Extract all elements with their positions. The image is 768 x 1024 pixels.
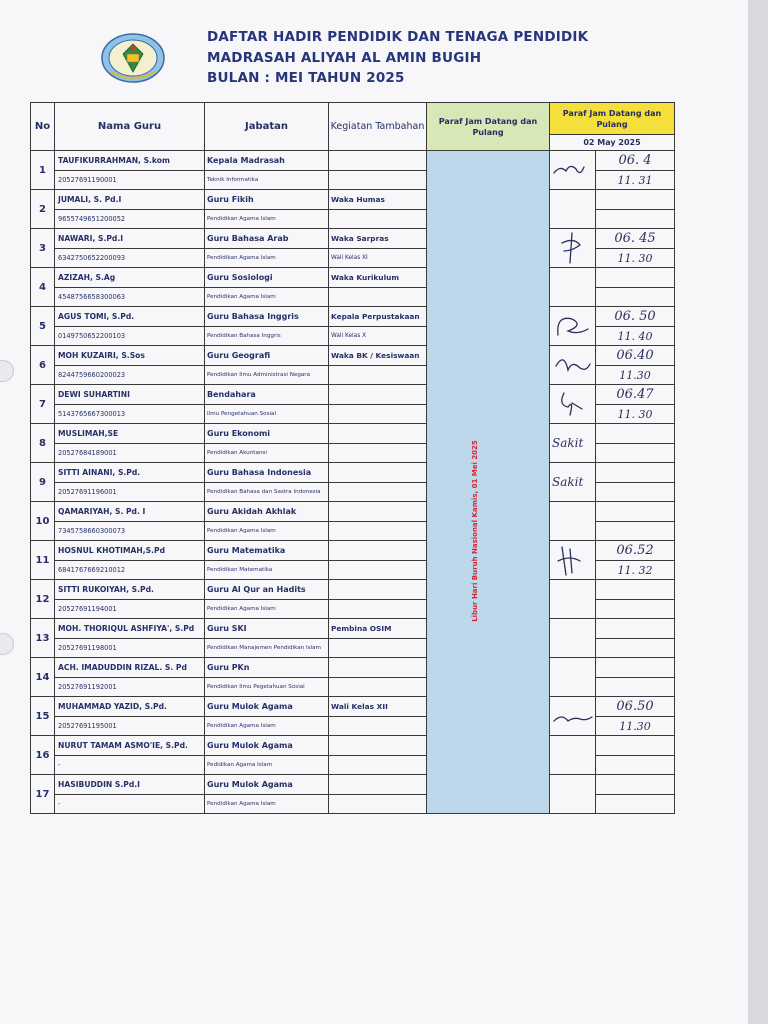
field-of-study: Ilmu Pengetahuan Sosial xyxy=(205,405,329,424)
arrival-time: 06.52 xyxy=(596,541,675,561)
arrival-time: 06. 50 xyxy=(596,307,675,327)
additional-duty xyxy=(329,385,427,405)
position: Guru Bahasa Arab xyxy=(205,229,329,249)
field-of-study: Pendidikan Agama Islam xyxy=(205,210,329,229)
position: Guru Sosiologi xyxy=(205,268,329,288)
employee-id: - xyxy=(55,756,205,775)
departure-time xyxy=(596,444,675,463)
period-label: BULAN : MEI TAHUN 2025 xyxy=(207,70,405,86)
employee-id: 8244759660200023 xyxy=(55,366,205,385)
arrival-time: 06.50 xyxy=(596,697,675,717)
departure-time xyxy=(596,600,675,619)
field-of-study: Pendidikan Ilmu Pegetahuan Sosial xyxy=(205,678,329,697)
departure-time: 11.30 xyxy=(596,366,675,385)
additional-duty: Wali Kelas XII xyxy=(329,697,427,717)
additional-duty-2: Wali Kelas XI xyxy=(329,249,427,268)
table-row xyxy=(31,736,675,756)
teacher-name: MOH. THORIQUL ASHFIYA', S.Pd xyxy=(55,619,205,639)
position: Guru Mulok Agama xyxy=(205,697,329,717)
departure-time: 11. 31 xyxy=(596,171,675,190)
arrival-time xyxy=(596,268,675,288)
arrival-time xyxy=(596,502,675,522)
teacher-name: ACH. IMADUDDIN RIZAL. S. Pd xyxy=(55,658,205,678)
departure-time xyxy=(596,483,675,502)
signature-cell xyxy=(550,580,596,619)
signature-cell xyxy=(550,463,596,502)
arrival-time xyxy=(596,775,675,795)
arrival-time xyxy=(596,424,675,444)
field-of-study: Pendidikan Manajemen Pendidikan Islam xyxy=(205,639,329,658)
row-number: 13 xyxy=(31,619,55,658)
employee-id: 20527691190001 xyxy=(55,171,205,190)
table-row xyxy=(31,385,675,405)
table-row xyxy=(31,307,675,327)
signature-cell xyxy=(550,346,596,385)
arrival-time xyxy=(596,580,675,600)
additional-duty xyxy=(329,151,427,171)
field-of-study: Pendidikan Agama Islam xyxy=(205,249,329,268)
departure-time: 11. 32 xyxy=(596,561,675,580)
signature-icon xyxy=(550,697,595,735)
additional-duty-2 xyxy=(329,483,427,502)
row-number: 15 xyxy=(31,697,55,736)
absence-note: Sakit xyxy=(552,436,584,450)
position: Guru Matematika xyxy=(205,541,329,561)
signature-cell xyxy=(550,151,596,190)
position: Kepala Madrasah xyxy=(205,151,329,171)
additional-duty-2 xyxy=(329,210,427,229)
col-nama-header: Nama Guru xyxy=(55,103,205,151)
col-kegiatan-header: Kegiatan Tambahan xyxy=(329,103,427,151)
signature-icon xyxy=(550,229,595,267)
field-of-study: Pendidikan Bahasa dan Sastra Indonesia xyxy=(205,483,329,502)
teacher-name: SITTI AINANI, S.Pd. xyxy=(55,463,205,483)
row-number: 4 xyxy=(31,268,55,307)
row-number: 3 xyxy=(31,229,55,268)
additional-duty-2 xyxy=(329,171,427,190)
teacher-name: MOH KUZAIRI, S.Sos xyxy=(55,346,205,366)
document-title: DAFTAR HADIR PENDIDIK DAN TENAGA PENDIDIK xyxy=(207,29,589,45)
arrival-time: 06.40 xyxy=(596,346,675,366)
employee-id: 4548756658300063 xyxy=(55,288,205,307)
additional-duty: Pembina OSIM xyxy=(329,619,427,639)
field-of-study: Teknik Informatika xyxy=(205,171,329,190)
employee-id: 9655749651200052 xyxy=(55,210,205,229)
signature-cell xyxy=(550,190,596,229)
row-number: 1 xyxy=(31,151,55,190)
departure-time xyxy=(596,795,675,814)
teacher-name: SITTI RUKOIYAH, S.Pd. xyxy=(55,580,205,600)
col-paraf-02-header: Paraf Jam Datang dan Pulang xyxy=(550,103,675,135)
teacher-name: MUHAMMAD YAZID, S.Pd. xyxy=(55,697,205,717)
signature-cell xyxy=(550,424,596,463)
table-row xyxy=(31,619,675,639)
col-no-header: No xyxy=(31,103,55,151)
attendance-table xyxy=(30,102,675,814)
employee-id: 20527691198001 xyxy=(55,639,205,658)
position: Guru Al Qur an Hadits xyxy=(205,580,329,600)
arrival-time: 06. 4 xyxy=(596,151,675,171)
position: Guru Bahasa Indonesia xyxy=(205,463,329,483)
table-row xyxy=(31,658,675,678)
signature-cell xyxy=(550,307,596,346)
col-jabatan-header: Jabatan xyxy=(205,103,329,151)
field-of-study: Pendidikan Agama Islam xyxy=(205,522,329,541)
employee-id: 20527684189001 xyxy=(55,444,205,463)
school-name: MADRASAH ALIYAH AL AMIN BUGIH xyxy=(207,50,482,66)
school-logo-icon xyxy=(100,32,166,84)
additional-duty xyxy=(329,580,427,600)
teacher-name: JUMALI, S. Pd.I xyxy=(55,190,205,210)
arrival-time: 06. 45 xyxy=(596,229,675,249)
position: Guru Bahasa Inggris xyxy=(205,307,329,327)
teacher-name: QAMARIYAH, S. Pd. I xyxy=(55,502,205,522)
signature-icon xyxy=(550,541,595,579)
table-row xyxy=(31,697,675,717)
col-paraf-01-header: Paraf Jam Datang dan Pulang xyxy=(427,103,550,151)
row-number: 14 xyxy=(31,658,55,697)
additional-duty-2 xyxy=(329,444,427,463)
teacher-name: AZIZAH, S.Ag xyxy=(55,268,205,288)
position: Guru Akidah Akhlak xyxy=(205,502,329,522)
teacher-name: HASIBUDDIN S.Pd.I xyxy=(55,775,205,795)
additional-duty xyxy=(329,424,427,444)
arrival-time xyxy=(596,658,675,678)
additional-duty xyxy=(329,775,427,795)
additional-duty: Kepala Perpustakaan xyxy=(329,307,427,327)
arrival-time xyxy=(596,619,675,639)
departure-time xyxy=(596,639,675,658)
position: Guru Geografi xyxy=(205,346,329,366)
field-of-study: Pendidikan Matematika xyxy=(205,561,329,580)
additional-duty-2 xyxy=(329,678,427,697)
field-of-study: Pendidikan Agama Islam xyxy=(205,717,329,736)
signature-icon xyxy=(550,346,595,384)
table-row xyxy=(31,229,675,249)
position: Guru Mulok Agama xyxy=(205,736,329,756)
row-number: 16 xyxy=(31,736,55,775)
row-number: 7 xyxy=(31,385,55,424)
additional-duty xyxy=(329,658,427,678)
employee-id: 20527691194001 xyxy=(55,600,205,619)
table-row xyxy=(31,268,675,288)
departure-time xyxy=(596,288,675,307)
additional-duty-2: Wali Kelas X xyxy=(329,327,427,346)
signature-cell xyxy=(550,541,596,580)
row-number: 5 xyxy=(31,307,55,346)
row-number: 6 xyxy=(31,346,55,385)
row-number: 11 xyxy=(31,541,55,580)
signature-cell xyxy=(550,229,596,268)
employee-id: 7345758660300073 xyxy=(55,522,205,541)
additional-duty xyxy=(329,736,427,756)
table-row xyxy=(31,580,675,600)
field-of-study: Pendidikan Akuntansi xyxy=(205,444,329,463)
table-row xyxy=(31,346,675,366)
row-number: 17 xyxy=(31,775,55,814)
teacher-name: TAUFIKURRAHMAN, S.kom xyxy=(55,151,205,171)
field-of-study: Pedidikan Agama Islam xyxy=(205,756,329,775)
signature-cell xyxy=(550,268,596,307)
additional-duty: Waka BK / Kesiswaan xyxy=(329,346,427,366)
employee-id: 0149750652200103 xyxy=(55,327,205,346)
arrival-time: 06.47 xyxy=(596,385,675,405)
signature-cell xyxy=(550,619,596,658)
holiday-note: Libur Hari Buruh Nasional Kamis, 01 Mei 2025 xyxy=(471,440,479,622)
additional-duty-2 xyxy=(329,366,427,385)
signature-cell xyxy=(550,775,596,814)
additional-duty-2 xyxy=(329,717,427,736)
teacher-name: HOSNUL KHOTIMAH,S.Pd xyxy=(55,541,205,561)
additional-duty-2 xyxy=(329,561,427,580)
employee-id: 20527691192001 xyxy=(55,678,205,697)
absence-note: Sakit xyxy=(552,475,584,489)
additional-duty: Waka Sarpras xyxy=(329,229,427,249)
row-number: 10 xyxy=(31,502,55,541)
signature-cell xyxy=(550,658,596,697)
position: Bendahara xyxy=(205,385,329,405)
departure-time: 11. 40 xyxy=(596,327,675,346)
employee-id: 6841767669210012 xyxy=(55,561,205,580)
table-row xyxy=(31,541,675,561)
signature-cell xyxy=(550,697,596,736)
position: Guru SKI xyxy=(205,619,329,639)
additional-duty: Waka Kurikulum xyxy=(329,268,427,288)
holiday-column xyxy=(427,151,550,814)
signature-cell xyxy=(550,502,596,541)
teacher-name: DEWI SUHARTINI xyxy=(55,385,205,405)
employee-id: 5143765667300013 xyxy=(55,405,205,424)
teacher-name: NURUT TAMAM ASMO'IE, S.Pd. xyxy=(55,736,205,756)
departure-time: 11.30 xyxy=(596,717,675,736)
teacher-name: MUSLIMAH,SE xyxy=(55,424,205,444)
position: Guru Fikih xyxy=(205,190,329,210)
additional-duty-2 xyxy=(329,639,427,658)
arrival-time xyxy=(596,190,675,210)
signature-icon xyxy=(550,385,595,423)
additional-duty xyxy=(329,463,427,483)
departure-time xyxy=(596,522,675,541)
signature-icon xyxy=(550,307,595,345)
field-of-study: Pendidikan Bahasa Inggris xyxy=(205,327,329,346)
position: Guru Ekonomi xyxy=(205,424,329,444)
table-row xyxy=(31,190,675,210)
field-of-study: Pendidikan Agama Islam xyxy=(205,600,329,619)
field-of-study: Pendidikan Agama Islam xyxy=(205,288,329,307)
table-row xyxy=(31,463,675,483)
additional-duty-2 xyxy=(329,756,427,775)
additional-duty-2 xyxy=(329,405,427,424)
signature-cell xyxy=(550,736,596,775)
additional-duty-2 xyxy=(329,522,427,541)
position: Guru Mulok Agama xyxy=(205,775,329,795)
table-row xyxy=(31,775,675,795)
additional-duty xyxy=(329,502,427,522)
table-row xyxy=(31,424,675,444)
teacher-name: AGUS TOMI, S.Pd. xyxy=(55,307,205,327)
position: Guru PKn xyxy=(205,658,329,678)
signature-icon xyxy=(550,151,595,189)
signature-cell xyxy=(550,385,596,424)
employee-id: 20527691196001 xyxy=(55,483,205,502)
additional-duty-2 xyxy=(329,600,427,619)
additional-duty-2 xyxy=(329,795,427,814)
additional-duty-2 xyxy=(329,288,427,307)
departure-time xyxy=(596,756,675,775)
row-number: 9 xyxy=(31,463,55,502)
date-header: 02 May 2025 xyxy=(550,135,675,151)
employee-id: 6342750652200093 xyxy=(55,249,205,268)
additional-duty xyxy=(329,541,427,561)
table-row xyxy=(31,151,675,171)
additional-duty: Waka Humas xyxy=(329,190,427,210)
row-number: 12 xyxy=(31,580,55,619)
departure-time xyxy=(596,678,675,697)
field-of-study: Pendidikan Agama Islam xyxy=(205,795,329,814)
arrival-time xyxy=(596,463,675,483)
row-number: 8 xyxy=(31,424,55,463)
departure-time xyxy=(596,210,675,229)
table-row xyxy=(31,502,675,522)
arrival-time xyxy=(596,736,675,756)
scan-edge xyxy=(748,0,768,1024)
teacher-name: NAWARI, S.Pd.I xyxy=(55,229,205,249)
field-of-study: Pendidikan Ilmu Administrasi Negara xyxy=(205,366,329,385)
departure-time: 11. 30 xyxy=(596,249,675,268)
employee-id: - xyxy=(55,795,205,814)
departure-time: 11. 30 xyxy=(596,405,675,424)
row-number: 2 xyxy=(31,190,55,229)
employee-id: 20527691195001 xyxy=(55,717,205,736)
